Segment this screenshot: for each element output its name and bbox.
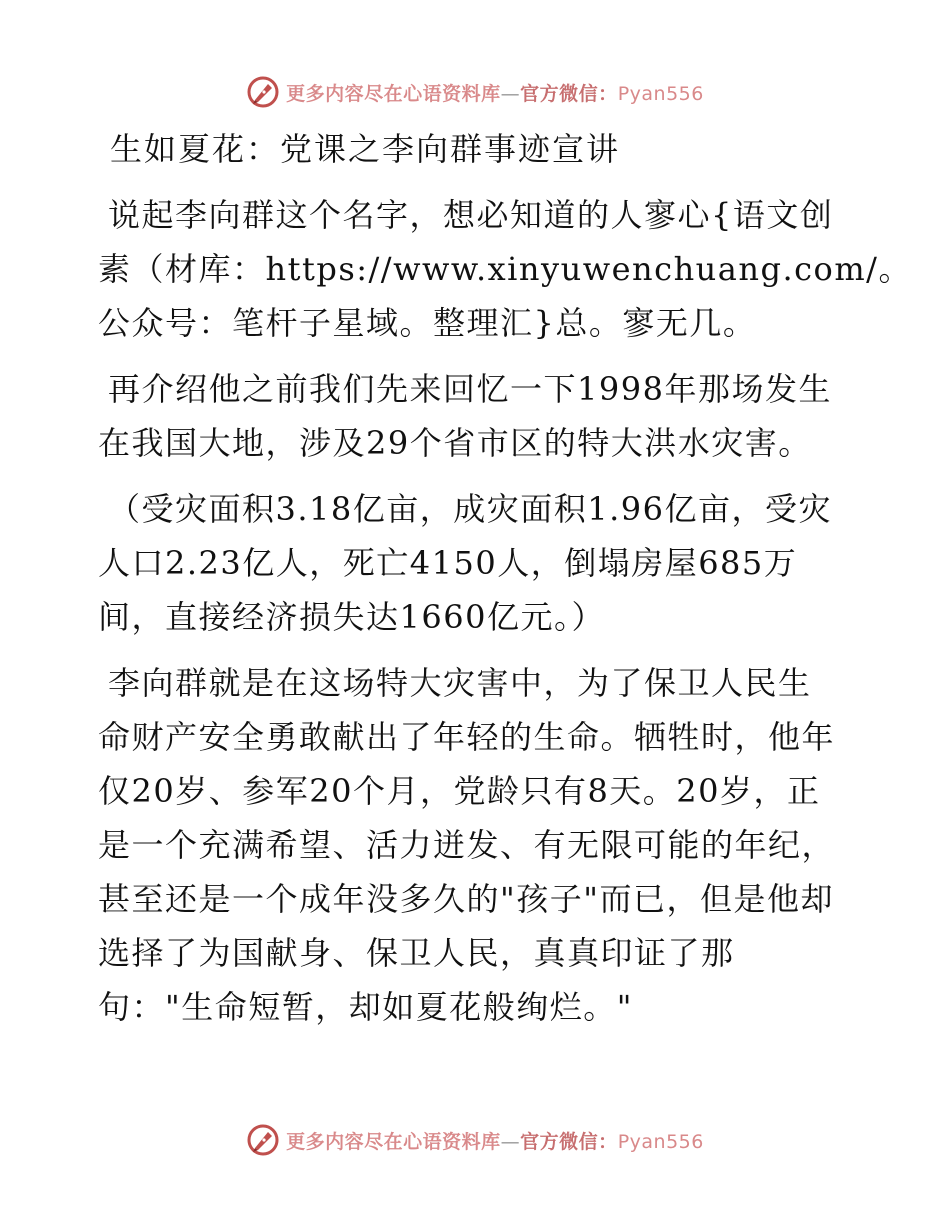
pen-nib-logo-icon [246, 1123, 280, 1157]
paragraph-line: 素（材库：https://www.xinyuwenchuang.com/。 [98, 250, 912, 288]
banner-brand: 更多内容尽在心语资料库 [286, 1130, 501, 1153]
paragraph-line: 公众号：笔杆子星域。整理汇}总。寥无几。 [98, 304, 757, 342]
paragraph-line: 仅20岁、参军20个月，党龄只有8天。20岁，正 [98, 772, 821, 810]
paragraph-line: 说起李向群这个名字，想必知道的人寥心{语文创 [108, 196, 834, 234]
banner-wechat-label: 官方微信： [520, 82, 618, 105]
banner-text [286, 79, 704, 106]
paragraph-line: 人口2.23亿人，死亡4150人，倒塌房屋685万 [98, 544, 798, 582]
banner-wechat-id: Pyan556 [617, 82, 704, 105]
paragraph-line: 甚至还是一个成年没多久的"孩子"而已，但是他却 [98, 880, 834, 918]
banner-dash: — [500, 1130, 521, 1153]
paragraph-line: 在我国大地，涉及29个省市区的特大洪水灾害。 [98, 424, 812, 462]
paragraph [98, 188, 912, 350]
paragraph-line: 间，直接经济损失达1660亿元。） [98, 598, 605, 636]
paragraph-line: 是一个充满希望、活力迸发、有无限可能的年纪， [98, 826, 836, 864]
header-banner [0, 72, 950, 112]
document-title: 生如夏花：党课之李向群事迹宣讲 [110, 130, 621, 168]
paragraph-line: 命财产安全勇敢献出了年轻的生命。牺牲时，他年 [98, 718, 836, 756]
paragraph-line: 句："生命短暂，却如夏花般绚烂。" [98, 988, 633, 1026]
paragraph-line: 再介绍他之前我们先来回忆一下1998年那场发生 [108, 370, 832, 408]
banner-wechat-label: 官方微信： [520, 1130, 618, 1153]
footer-banner [0, 1120, 950, 1160]
banner-dash: — [500, 82, 521, 105]
paragraph-line: （受灾面积3.18亿亩，成灾面积1.96亿亩，受灾 [108, 490, 833, 528]
paragraph-list [98, 188, 912, 1034]
paragraph [98, 482, 858, 644]
paragraph-line: 选择了为国献身、保卫人民，真真印证了那 [98, 934, 735, 972]
paragraph-line: 李向群就是在这场特大灾害中，为了保卫人民生 [108, 664, 812, 702]
paragraph [98, 362, 858, 470]
document-body [98, 124, 912, 1046]
pen-nib-logo-icon [246, 75, 280, 109]
paragraph [98, 656, 858, 1034]
banner-wechat-id: Pyan556 [617, 1130, 704, 1153]
banner-brand: 更多内容尽在心语资料库 [286, 82, 501, 105]
banner-text [286, 1127, 704, 1154]
